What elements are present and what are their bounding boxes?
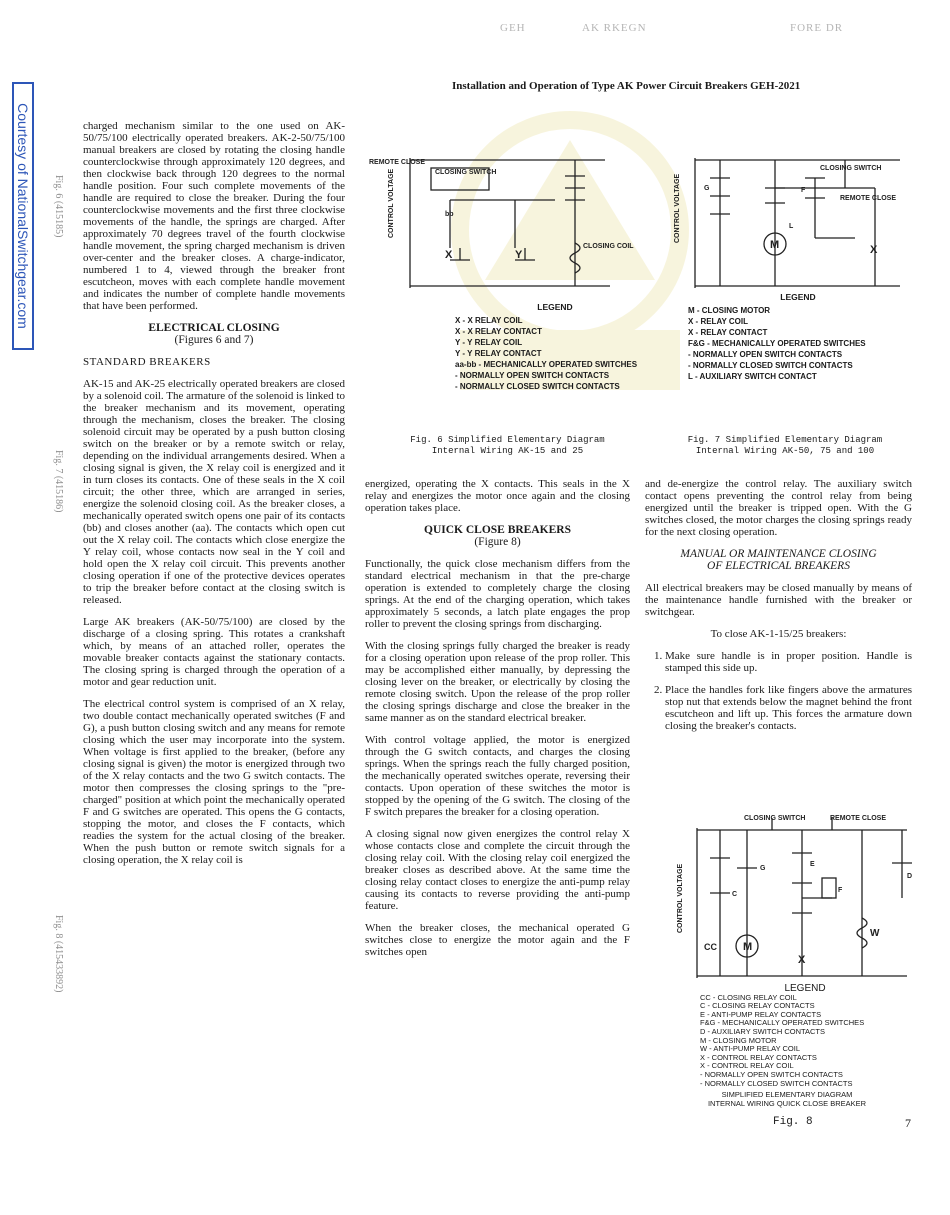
- fig8-d-label: D: [907, 873, 913, 880]
- fig6-legend-item: Y - Y RELAY CONTACT: [455, 349, 542, 358]
- heading-text: MANUAL OR MAINTENANCE CLOSING: [680, 548, 877, 560]
- fig7-motor-label: M: [770, 239, 780, 251]
- manual-closing-heading: [645, 548, 912, 572]
- fig8-caption-line2: INTERNAL WIRING QUICK CLOSE BREAKER: [707, 1099, 867, 1108]
- column-1: [83, 120, 345, 876]
- fig7-x-label: X: [870, 244, 878, 256]
- fig8-control-label: CONTROL VOLTAGE: [677, 863, 684, 933]
- fig8-legend-title: LEGEND: [784, 983, 826, 994]
- courtesy-sidebar[interactable]: [12, 82, 34, 350]
- fig7-legend-item: - NORMALLY CLOSED SWITCH CONTACTS: [688, 361, 853, 370]
- fig8-legend: [700, 985, 910, 1088]
- fig8-legend-item: CC - CLOSING RELAY COIL: [700, 992, 797, 1002]
- fig7-remote-label: REMOTE CLOSE: [840, 195, 897, 202]
- fig7-caption-line1: Fig. 7 Simplified Elementary Diagram: [687, 435, 883, 445]
- fig6-remote-label: REMOTE CLOSE: [369, 159, 426, 166]
- fig7-legend-item: L - AUXILIARY SWITCH CONTACT: [688, 372, 817, 381]
- fig8-legend-item: - NORMALLY CLOSED SWITCH CONTACTS: [700, 1078, 853, 1088]
- fig8-label: Fig. 8: [773, 1116, 813, 1128]
- fig8-c-label: C: [732, 891, 738, 898]
- fig8-legend-item: W - ANTI-PUMP RELAY COIL: [700, 1044, 801, 1054]
- fig8-legend-item: C - CLOSING RELAY CONTACTS: [700, 1001, 815, 1011]
- fig8-g-label: G: [760, 865, 766, 872]
- fig6-legend-title: LEGEND: [537, 302, 573, 312]
- fig6-caption-line2: Internal Wiring AK-15 and 25: [431, 446, 584, 456]
- fig6-closing-label: CLOSING SWITCH: [435, 169, 497, 176]
- fig8-diagram: [652, 808, 917, 988]
- fig6-caption-line1: Fig. 6 Simplified Elementary Diagram: [410, 435, 605, 445]
- list-item: 2. Place the handles fork like fingers above the armatures stop nut that extends below the magnet behind the front escutcheon and lift up. This forces the armature down closing the breaker's contacts.: [665, 684, 912, 732]
- fig7-closing-label: CLOSING SWITCH: [820, 165, 882, 172]
- column-3: [645, 478, 912, 742]
- fig8-legend-item: M - CLOSING MOTOR: [700, 1035, 777, 1045]
- fig8-remote-label: REMOTE CLOSE: [830, 815, 887, 822]
- margin-note-3: Fig. 8 (415433892): [53, 915, 64, 993]
- fig8-legend-item: X - CONTROL RELAY COIL: [700, 1061, 794, 1071]
- fig6-legend-item: - NORMALLY CLOSED SWITCH CONTACTS: [455, 382, 620, 391]
- fig6-legend-item: - NORMALLY OPEN SWITCH CONTACTS: [455, 371, 610, 380]
- fig8-caption: [672, 1090, 902, 1108]
- fig8-x-label: X: [798, 954, 806, 966]
- col2-paragraph-6: When the breaker closes, the mechanical operated G switches close to energize the motor again and the F switches open: [365, 922, 630, 958]
- fig7-legend: [688, 292, 908, 382]
- fig6-diagram: [365, 148, 640, 298]
- top-faint-3: FORE DR: [790, 22, 844, 34]
- fig6-legend-item: X - X RELAY COIL: [455, 316, 523, 325]
- fig8-legend-item: F&G - MECHANICALLY OPERATED SWITCHES: [700, 1018, 865, 1028]
- fig6-y-label: Y: [515, 249, 523, 261]
- col3-paragraph-2: All electrical breakers may be closed manually by means of the maintenance handle furnished with the breaker or switchgear.: [645, 582, 912, 618]
- heading-subtext: (Figure 8): [474, 536, 521, 548]
- page-number: 7: [905, 1116, 911, 1130]
- fig7-legend-item: X - RELAY COIL: [688, 317, 749, 326]
- page-header: Installation and Operation of Type AK Power Circuit Breakers GEH-2021: [452, 80, 801, 92]
- col2-paragraph-2: Functionally, the quick close mechanism differs from the standard electrical mechanism in that the pre-charge operation is extended to completely charge the closing springs. At the end of the charging operation, which takes approximately 5 seconds, a latch plate engages the prop roller to prevent the closing springs from discharging.: [365, 558, 630, 630]
- fig6-bb-label: bb: [445, 211, 454, 218]
- col3-paragraph-1: and de-energize the control relay. The auxiliary switch contact opens preventing the control relay from being energized until the breaker is tripped open. With the G switches closed, the motor charges the closing springs ready for the next closing operation.: [645, 478, 912, 538]
- col1-paragraph-4: The electrical control system is comprised of an X relay, two double contact mechanically operated switches (F and G), a push button closing switch and any means for remote closing which the user may incorporate into the system. When voltage is first applied to the breaker, (before any closing signal is given) the motor is energized through two of the X relay contacts and the two G switch contacts. The motor then compresses the closing springs to the "pre-charged" position at which point the mechanically operated F and G switches are operated. This opens the G contacts, stopping the motor, and closes the F contacts, which readies the system for the actual closing of the breaker. When the push button or remote switch signals for a closing operation, the X relay coil is: [83, 698, 345, 866]
- fig7-g-label: G: [704, 185, 710, 192]
- fig7-f-label: F: [801, 187, 806, 194]
- fig6-legend: [455, 302, 655, 392]
- fig8-legend-item: X - CONTROL RELAY CONTACTS: [700, 1052, 817, 1062]
- heading-text: QUICK CLOSE BREAKERS: [424, 524, 571, 536]
- closing-steps-list: [645, 650, 912, 732]
- margin-note-1: Fig. 6 (415185): [53, 175, 64, 238]
- fig7-caption: [655, 435, 915, 457]
- fig6-legend-item: aa-bb - MECHANICALLY OPERATED SWITCHES: [455, 360, 638, 369]
- fig8-legend-item: E - ANTI-PUMP RELAY CONTACTS: [700, 1009, 822, 1019]
- fig8-closing-label: CLOSING SWITCH: [744, 815, 806, 822]
- fig6-control-label: CONTROL VOLTAGE: [388, 168, 395, 238]
- fig7-l-label: L: [789, 223, 794, 230]
- fig7-legend-title: LEGEND: [780, 292, 816, 302]
- col1-paragraph-2: AK-15 and AK-25 electrically operated breakers are closed by a solenoid coil. The armature of the solenoid is linked to the breaker mechanism and its movement, operating through the mechanism, closes the breaker. The closing solenoid circuit may be operated by a push button closing switch on the breaker or by a remote switch or relay, depending on the individual arrangements desired. When a closing signal is given, the X relay coil is energized and it in turn closes its contacts. One of these seals in the X coil circuit; the other three, which are arranged in series, energize the solenoid closing coil. As the breaker closes, a mechanically operated switch opens one pair of its contacts (bb) and closes another (aa). The contacts which open cut out the X relay coil. The contacts which close energize the Y relay coil, whose contacts now seal in the Y coil and hold open the X relay coil circuit. This prevents another closing operation if one of the protective devices operates to trip the breaker before contact at the closing switch is released.: [83, 378, 345, 606]
- column-2: [365, 478, 630, 968]
- top-faint-2: AK RKEGN: [582, 22, 647, 34]
- fig7-diagram: [655, 148, 915, 298]
- col1-paragraph-1: charged mechanism similar to the one used on AK-50/75/100 electrically operated breakers. AK-2-50/75/100 manual breakers are closed by rotating the closing handle counterclockwise through approximately 120 degrees, and then clockwise back through 120 degrees to the normal handle position. Four such complete movements of the handle are required to close the breaker. During the four counterclockwise movements and the first three clockwise movements of the handle, the springs are charged. After approximately 70 degrees travel of the fourth clockwise handle movement, the spring charged mechanism is driven over-center and the breaker closes. A charge-indicator, numbered 1 to 4, viewed through the breaker front escutcheon, moves with each complete handle movement and indicates the number of complete handle movements that have been performed.: [83, 120, 345, 312]
- col3-paragraph-3: To close AK-1-15/25 breakers:: [710, 628, 847, 640]
- fig8-caption-line1: SIMPLIFIED ELEMENTARY DIAGRAM: [721, 1090, 853, 1099]
- fig8-legend-item: D - AUXILIARY SWITCH CONTACTS: [700, 1026, 826, 1036]
- fig8-m-label: M: [743, 941, 753, 953]
- fig7-caption-line2: Internal Wiring AK-50, 75 and 100: [695, 446, 875, 456]
- fig7-legend-item: X - RELAY CONTACT: [688, 328, 768, 337]
- fig6-caption: [365, 435, 650, 457]
- col1-paragraph-3: Large AK breakers (AK-50/75/100) are closed by the discharge of a closing spring. This rotates a crankshaft which, by means of an attached roller, operates the movable breaker contacts against the stationary contacts. The closing spring is charged through the operation of a motor and gear reduction unit.: [83, 616, 345, 688]
- fig8-cc-label: CC: [704, 942, 717, 952]
- fig8-f-label: F: [838, 887, 843, 894]
- fig8-e-label: E: [810, 861, 815, 868]
- fig6-legend-item: X - X RELAY CONTACT: [455, 327, 542, 336]
- col2-paragraph-5: A closing signal now given energizes the control relay X whose contacts close and complete the circuit through the closing relay coil. With the closing relay coil energized the breaker closes as described above. At the same time the closing relay contact closes to energize the anti-pump relay causing its contacts to reverse providing the anti-pump feature.: [365, 828, 630, 912]
- list-item: 1. Make sure handle is in proper position. Handle is stamped this side up.: [665, 650, 912, 674]
- fig7-legend-item: M - CLOSING MOTOR: [688, 306, 771, 315]
- fig7-legend-item: F&G - MECHANICALLY OPERATED SWITCHES: [688, 339, 866, 348]
- col2-paragraph-1: energized, operating the X contacts. This seals in the X relay and energizes the motor once again and the closing operation takes place.: [365, 478, 630, 514]
- heading-text: ELECTRICAL CLOSING: [148, 322, 280, 334]
- fig6-coil-label: CLOSING COIL: [583, 243, 634, 250]
- fig7-control-label: CONTROL VOLTAGE: [674, 173, 681, 243]
- col2-paragraph-4: With control voltage applied, the motor is energized through the G switch contacts, and charges the closing springs. When the springs reach the fully charged position, the mechanically operated switches operate, reversing their contacts. Upon operation of these switches the motor is stopped by the opening of the G switch. The closing of the F switch prepares the breaker for a closing operation.: [365, 734, 630, 818]
- fig6-legend-item: Y - Y RELAY COIL: [455, 338, 523, 347]
- margin-note-2: Fig. 7 (415186): [53, 450, 64, 513]
- fig8-legend-item: - NORMALLY OPEN SWITCH CONTACTS: [700, 1069, 843, 1079]
- fig7-legend-item: - NORMALLY OPEN SWITCH CONTACTS: [688, 350, 843, 359]
- courtesy-text: Courtesy of NationalSwitchgear.com: [15, 103, 31, 329]
- heading-text-2: OF ELECTRICAL BREAKERS: [707, 560, 850, 572]
- electrical-closing-heading: [83, 322, 345, 346]
- heading-subtext: (Figures 6 and 7): [174, 334, 254, 346]
- fig8-w-label: W: [870, 928, 880, 939]
- top-faint-1: GEH: [500, 22, 526, 34]
- fig6-x-label: X: [445, 249, 453, 261]
- quick-close-heading: [365, 524, 630, 548]
- standard-breakers-subhead: STANDARD BREAKERS: [83, 356, 211, 368]
- col2-paragraph-3: With the closing springs fully charged the breaker is ready for a closing operation upon release of the prop roller. This may be accomplished either manually, by depressing the closing lever on the breaker, or electrically by closing the remote closing switch. Upon the release of the prop roller the closing springs discharge and close the breaker in the same manner as on the standard electrical breaker.: [365, 640, 630, 724]
